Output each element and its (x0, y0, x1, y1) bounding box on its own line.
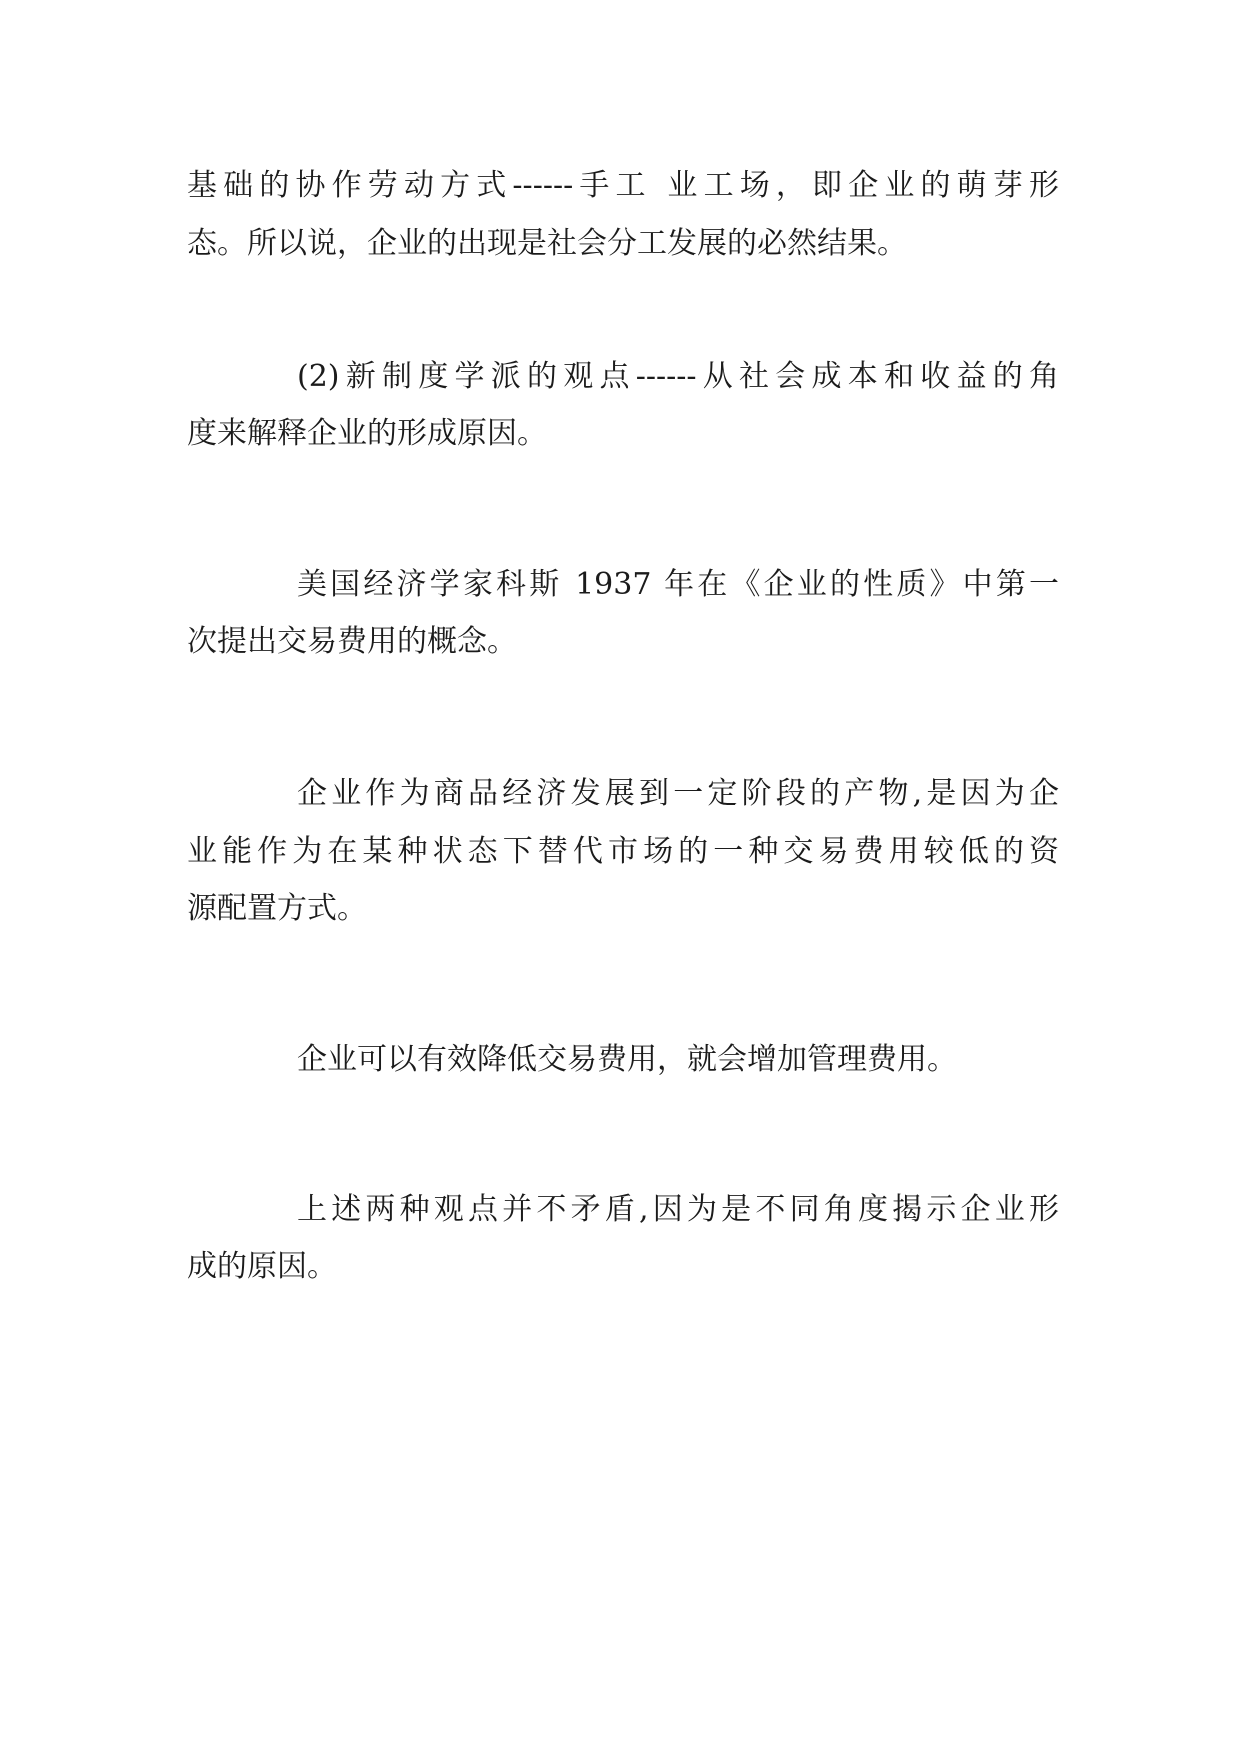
paragraph-line: 企业可以有效降低交易费用，就会增加管理费用。 (297, 1042, 957, 1077)
paragraph-line: 上述两种观点并不矛盾,因为是不同角度揭示企业形 (297, 1192, 1059, 1227)
paragraph-line: 美国经济学家科斯 1937 年在《企业的性质》中第一 (297, 567, 1059, 602)
paragraph-line: 态。所以说，企业的出现是社会分工发展的必然结果。 (187, 226, 907, 261)
paragraph-line: 源配置方式。 (187, 891, 367, 926)
paragraph-line: (2)新制度学派的观点------从社会成本和收益的角 (297, 359, 1059, 394)
paragraph-line: 企业作为商品经济发展到一定阶段的产物,是因为企 (297, 776, 1059, 811)
paragraph-line: 成的原因。 (187, 1249, 337, 1284)
paragraph-line: 度来解释企业的形成原因。 (187, 416, 547, 451)
paragraph-line: 基础的协作劳动方式------手工 业工场，即企业的萌芽形 (187, 168, 1059, 203)
paragraph-line: 次提出交易费用的概念。 (187, 624, 517, 659)
paragraph-line: 业能作为在某种状态下替代市场的一种交易费用较低的资 (187, 834, 1059, 869)
